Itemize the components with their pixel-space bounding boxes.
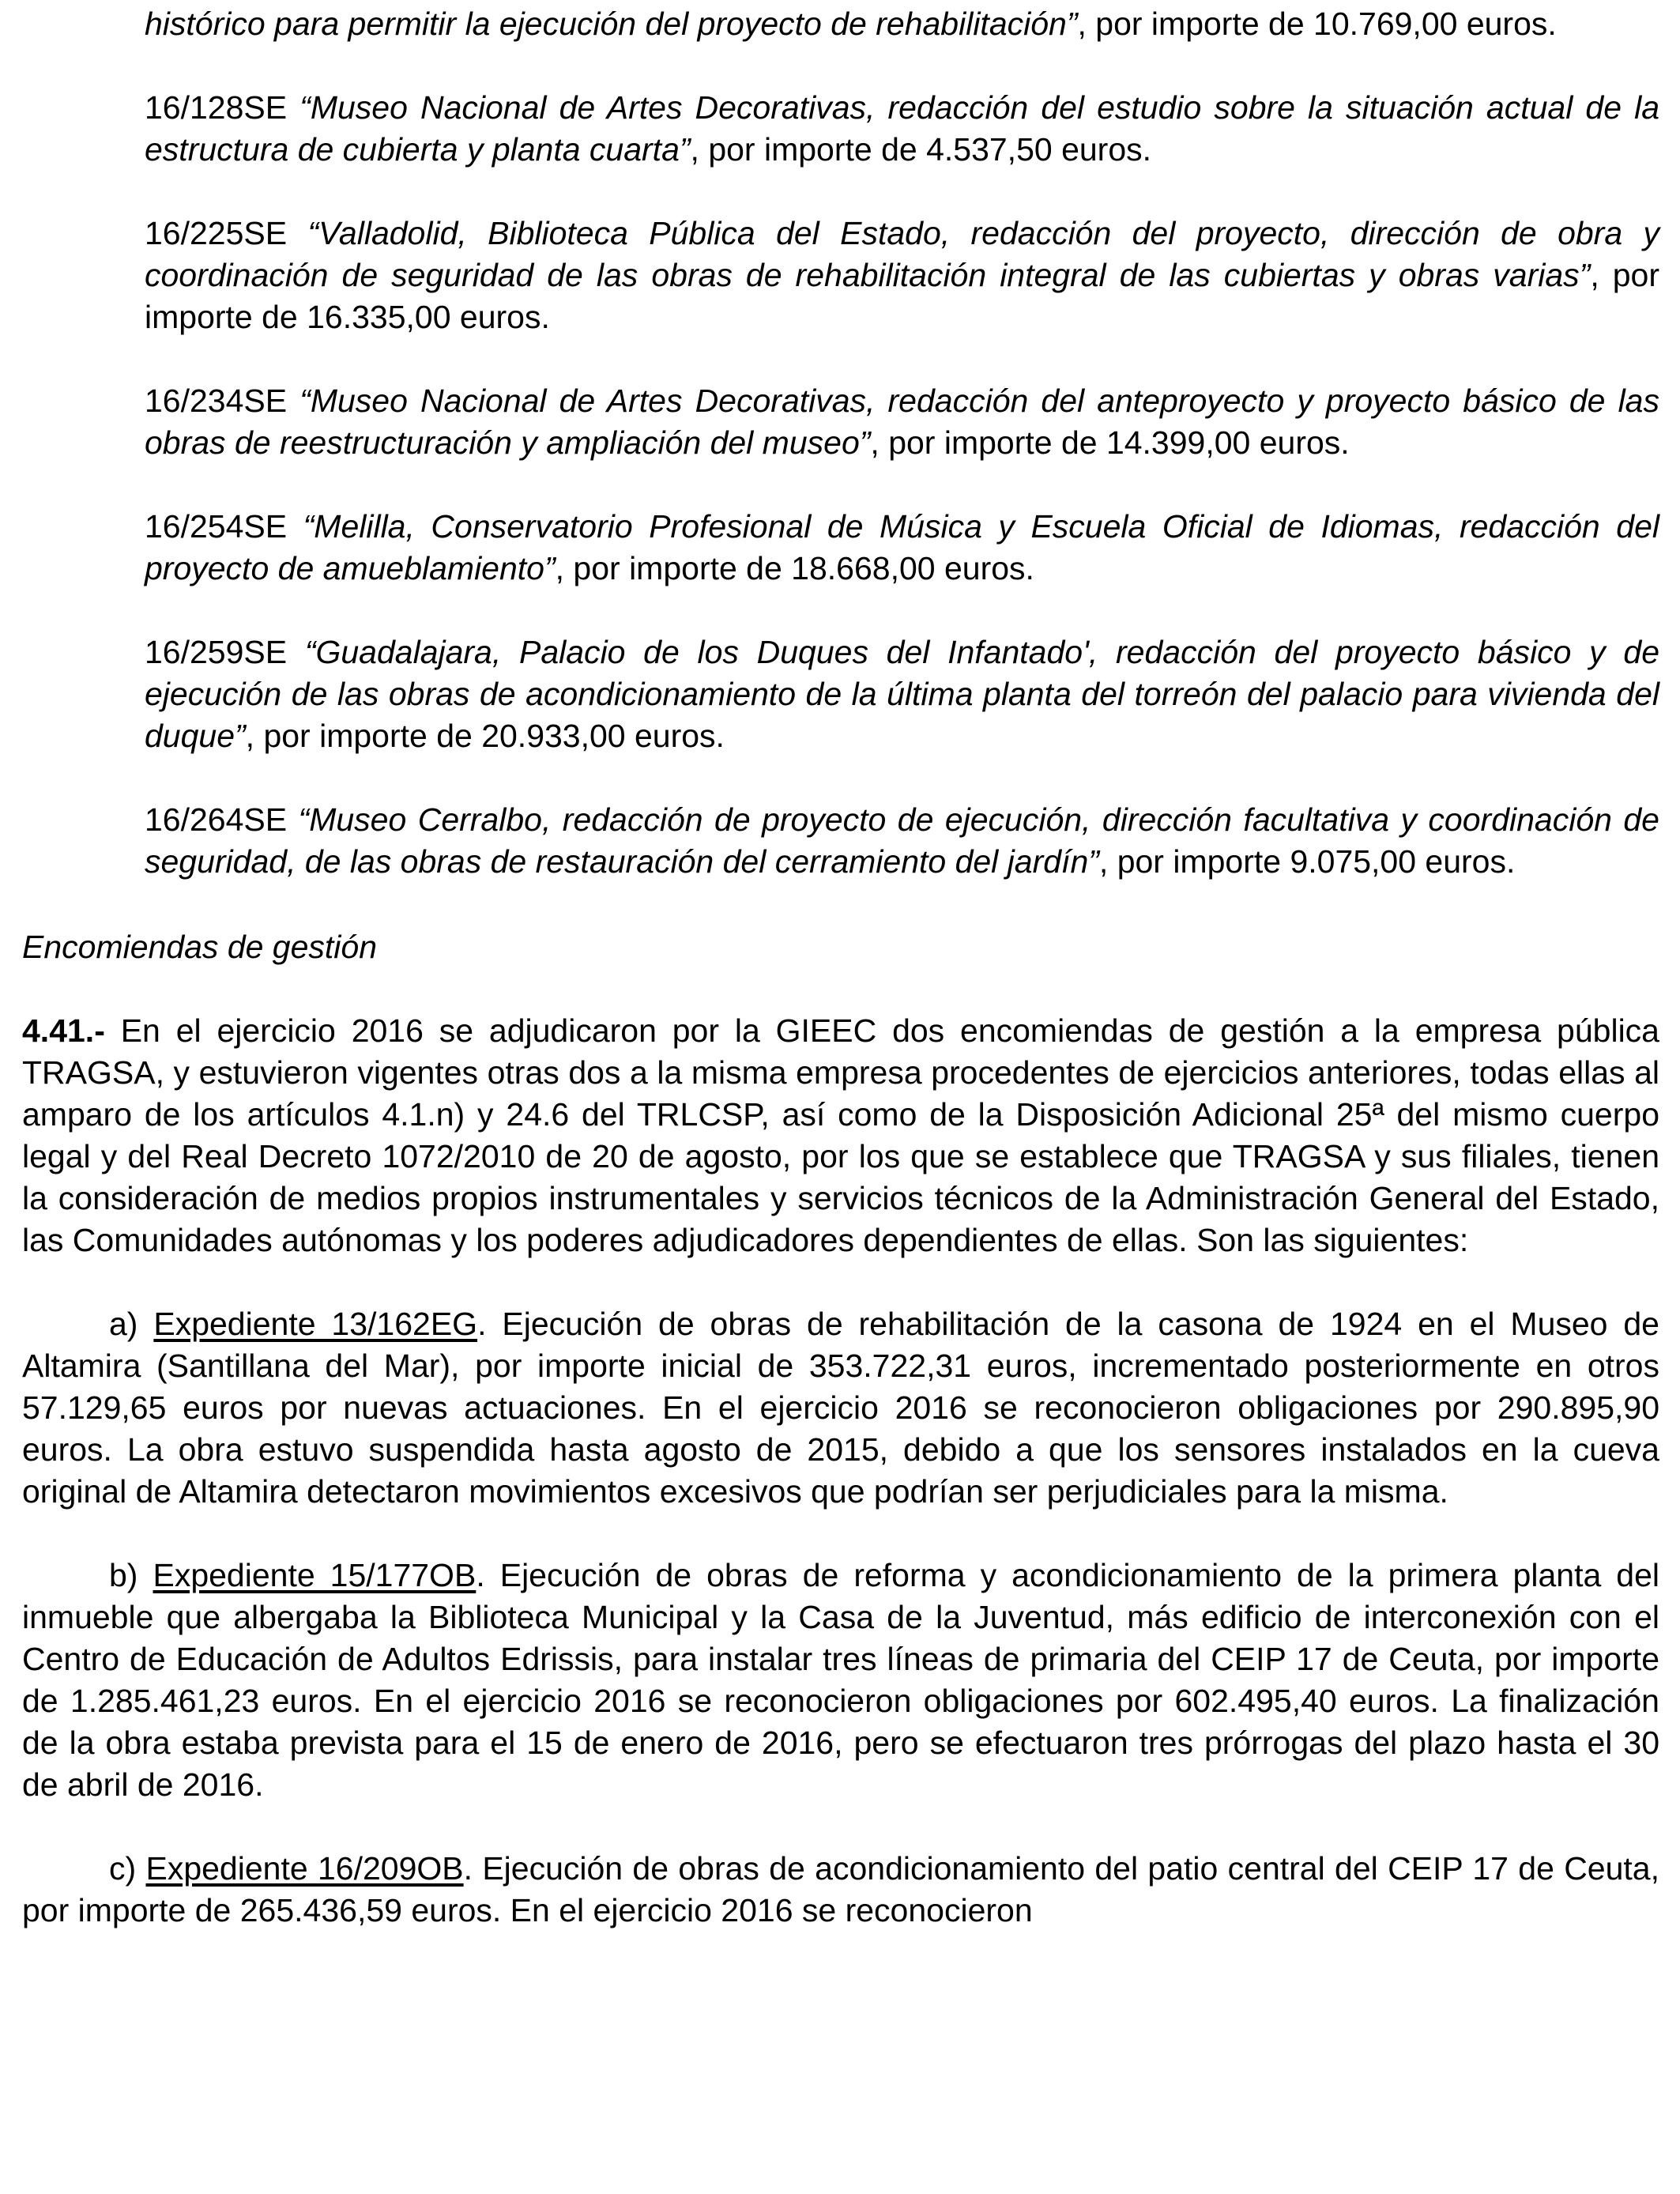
item-letter: c) <box>109 1850 146 1887</box>
entry-code: 16/234SE <box>145 383 300 419</box>
list-item <box>22 1555 1659 1806</box>
expediente-reference: Expediente 15/177OB <box>153 1557 477 1593</box>
entry-amount: , por importe de 10.769,00 euros. <box>1077 6 1557 42</box>
contract-entry <box>145 799 1659 883</box>
entry-amount: , por importe de 4.537,50 euros. <box>690 131 1152 168</box>
contract-entry <box>145 631 1659 757</box>
entry-amount: , por importe de 20.933,00 euros. <box>245 718 725 754</box>
document-page <box>22 0 1659 1973</box>
entry-amount: , por importe de 14.399,00 euros. <box>870 424 1350 461</box>
entry-title: histórico para permitir la ejecución del proyecto de rehabilitación” <box>145 6 1078 42</box>
contract-entry <box>145 380 1659 464</box>
expediente-reference: Expediente 13/162EG <box>153 1306 478 1342</box>
contract-entry <box>145 87 1659 171</box>
item-text: . Ejecución de obras de rehabilitación de la casona de 1924 en el Museo de Altamira (Santillana del Mar), por importe inicial de 353.722,31 euros, incrementado posteriormente en otros 57.129,65 euros por nuevas actuaciones. En el ejercicio 2016 se reconocieron obligaciones por 290.895,90 euros. La obra estuvo suspendida hasta agosto de 2015, debido a que los sensores instalados en la cueva original de Altamira detectaron movimientos excesivos que podrían ser perjudiciales para la misma. <box>22 1306 1659 1510</box>
entry-amount: , por importe de 16.335,00 euros. <box>145 257 1659 335</box>
contract-entry <box>145 3 1659 45</box>
list-item <box>22 1848 1659 1932</box>
entry-code: 16/264SE <box>145 801 299 838</box>
contract-entry <box>145 213 1659 338</box>
entry-amount: , por importe de 18.668,00 euros. <box>555 550 1034 586</box>
paragraph-text: En el ejercicio 2016 se adjudicaron por la GIEEC dos encomiendas de gestión a la empresa pública TRAGSA, y estuvieron vigentes otras dos a la misma empresa procedentes de ejercicios anteriores, todas ellas al amparo de los artículos 4.1.n) y 24.6 del TRLCSP, así como de la Disposición Adicional 25ª del mismo cuerpo legal y del Real Decreto 1072/2010 de 20 de agosto, por los que se establece que TRAGSA y sus filiales, tienen la consideración de medios propios instrumentales y servicios técnicos de la Administración General del Estado, las Comunidades autónomas y los poderes adjudicadores dependientes de ellas. Son las siguientes: <box>22 1012 1659 1258</box>
expediente-reference: Expediente 16/209OB <box>145 1850 464 1887</box>
entry-amount: , por importe 9.075,00 euros. <box>1098 843 1516 880</box>
encomiendas-list <box>22 1303 1659 1932</box>
contract-entry <box>145 506 1659 590</box>
paragraph-number: 4.41.- <box>22 1012 105 1049</box>
item-letter: a) <box>109 1306 154 1342</box>
entry-code: 16/128SE <box>145 89 300 126</box>
item-letter: b) <box>109 1557 153 1593</box>
entry-title: “Valladolid, Biblioteca Pública del Estado, redacción del proyecto, dirección de obra y coordinación de seguridad de las obras de rehabilitación integral de las cubiertas y obras varias” <box>145 215 1659 293</box>
entry-code: 16/254SE <box>145 508 303 545</box>
entry-title: “Museo Nacional de Artes Decorativas, redacción del anteproyecto y proyecto básico de las obras de reestructuración y ampliación del museo” <box>145 383 1659 461</box>
contract-list <box>22 3 1659 883</box>
section-heading: Encomiendas de gestión <box>22 929 378 965</box>
paragraph-4-41 <box>22 1010 1659 1261</box>
entry-title: “Museo Cerralbo, redacción de proyecto de ejecución, dirección facultativa y coordinación de seguridad, de las obras de restauración del cerramiento del jardín” <box>145 801 1659 880</box>
item-text: . Ejecución de obras de acondicionamiento del patio central del CEIP 17 de Ceuta, por importe de 265.436,59 euros. En el ejercicio 2016 se reconocieron <box>22 1850 1659 1928</box>
entry-title: “Museo Nacional de Artes Decorativas, redacción del estudio sobre la situación actual de la estructura de cubierta y planta cuarta” <box>145 89 1659 168</box>
item-text: . Ejecución de obras de reforma y acondicionamiento de la primera planta del inmueble que albergaba la Biblioteca Municipal y la Casa de la Juventud, más edificio de interconexión con el Centro de Educación de Adultos Edrissis, para instalar tres líneas de primaria del CEIP 17 de Ceuta, por importe de 1.285.461,23 euros. En el ejercicio 2016 se reconocieron obligaciones por 602.495,40 euros. La finalización de la obra estaba prevista para el 15 de enero de 2016, pero se efectuaron tres prórrogas del plazo hasta el 30 de abril de 2016. <box>22 1557 1659 1803</box>
entry-title: “Guadalajara, Palacio de los Duques del Infantado', redacción del proyecto básico y de ejecución de las obras de acondicionamiento de la última planta del torreón del palacio para vivienda del duque” <box>145 634 1659 754</box>
entry-title: “Melilla, Conservatorio Profesional de Música y Escuela Oficial de Idiomas, redacción del proyecto de amueblamiento” <box>145 508 1659 586</box>
entry-code: 16/225SE <box>145 215 308 251</box>
entry-code: 16/259SE <box>145 634 305 670</box>
list-item <box>22 1303 1659 1513</box>
